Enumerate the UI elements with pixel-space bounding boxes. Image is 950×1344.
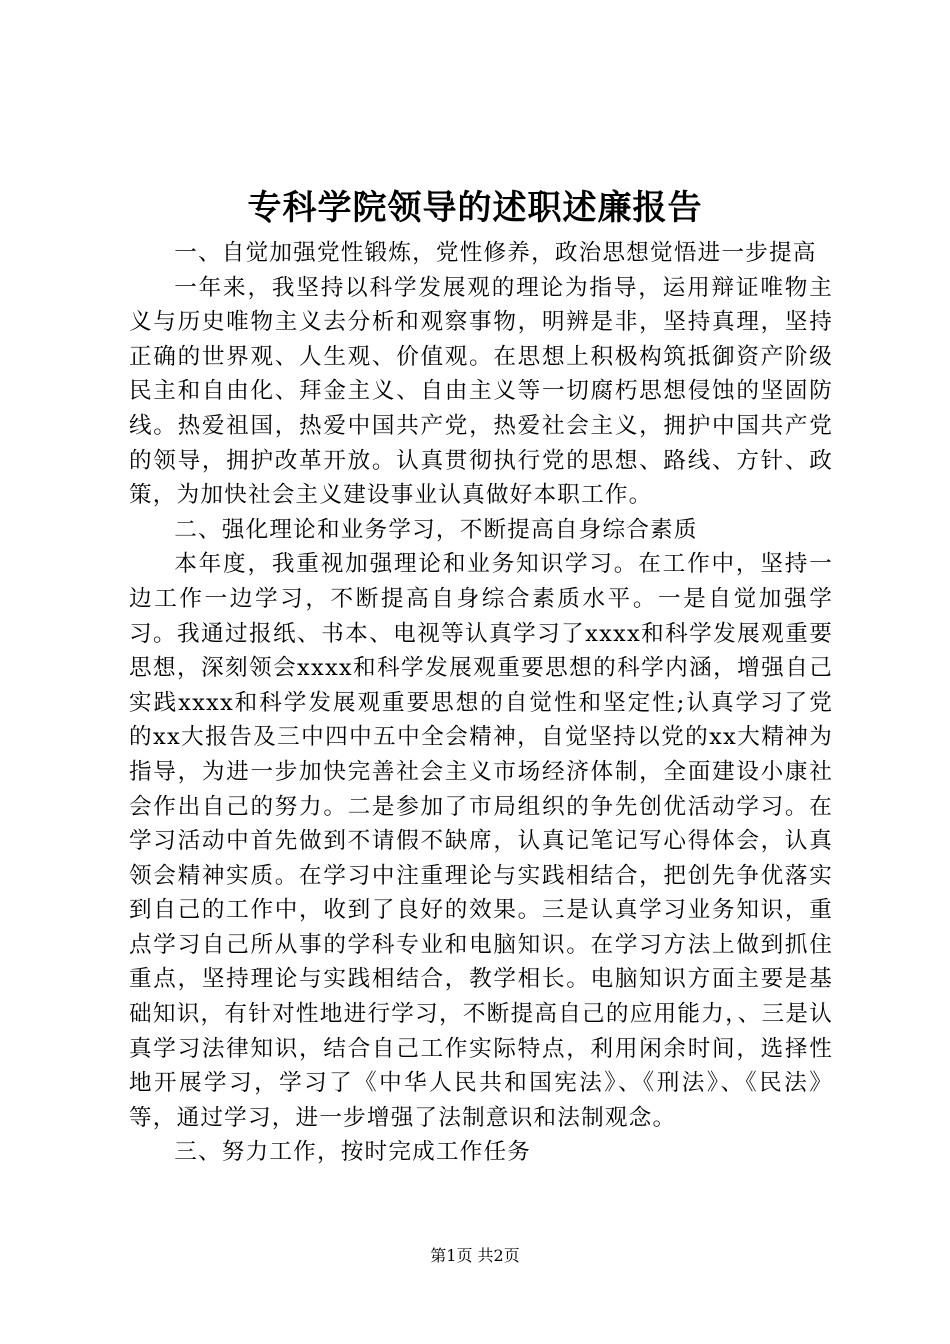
section-heading-1: 一、自觉加强党性锻炼，党性修养，政治思想觉悟进一步提高 xyxy=(174,240,817,266)
body-paragraph-1: 一年来，我坚持以科学发展观的理论为指导，运用辩证唯物主义与历史唯物主义去分析和观察事物，明辨是非，坚持真理，坚持正确的世界观、人生观、价值观。在思想上积极构筑抵御资产阶级民主和自由化、拜金主义、自由主义等一切腐朽思想侵蚀的坚固防线。热爱祖国，热爱中国共产党，热爱社会主义，拥护中国共产党的领导，拥护改革开放。认真贯彻执行党的思想、路线、方针、政策，为加快社会主义建设事业认真做好本职工作。 xyxy=(129,274,833,509)
section-heading-2: 二、强化理论和业务学习，不断提高自身综合素质 xyxy=(174,516,698,543)
document-title: 专科学院领导的述职述廉报告 xyxy=(247,188,703,228)
section-heading-3: 三、努力工作，按时完成工作任务 xyxy=(174,1139,532,1166)
page-number-footer: 第1页 共2页 xyxy=(430,1246,520,1265)
body-paragraph-2: 本年度，我重视加强理论和业务知识学习。在工作中，坚持一边工作一边学习，不断提高自身综合素质水平。一是自觉加强学习。我通过报纸、书本、电视等认真学习了xxxx和科学发展观重要思想，深刻领会xxxx和科学发展观重要思想的科学内涵，增强自己实践xxxx和科学发展观重要思想的自觉性和坚定性;认真学习了党的xx大报告及三中四中五中全会精神，自觉坚持以党的xx大精神为指导，为进一步加快完善社会主义市场经济体制，全面建设小康社会作出自己的努力。二是参加了市局组织的争先创优活动学习。在学习活动中首先做到不请假不缺席，认真记笔记写心得体会，认真领会精神实质。在学习中注重理论与实践相结合，把创先争优落实到自己的工作中，收到了良好的效果。三是认真学习业务知识，重点学习自己所从事的学科专业和电脑知识。在学习方法上做到抓住重点，坚持理论与实践相结合，教学相长。电脑知识方面主要是基础知识，有针对性地进行学习，不断提高自己的应用能力，、三是认真学习法律知识，结合自己工作实际特点，利用闲余时间，选择性地开展学习，学习了《中华人民共和国宪法》、《刑法》、《民法》等，通过学习，进一步增强了法制意识和法制观念。 xyxy=(129,551,833,1131)
document-body xyxy=(129,236,833,1170)
